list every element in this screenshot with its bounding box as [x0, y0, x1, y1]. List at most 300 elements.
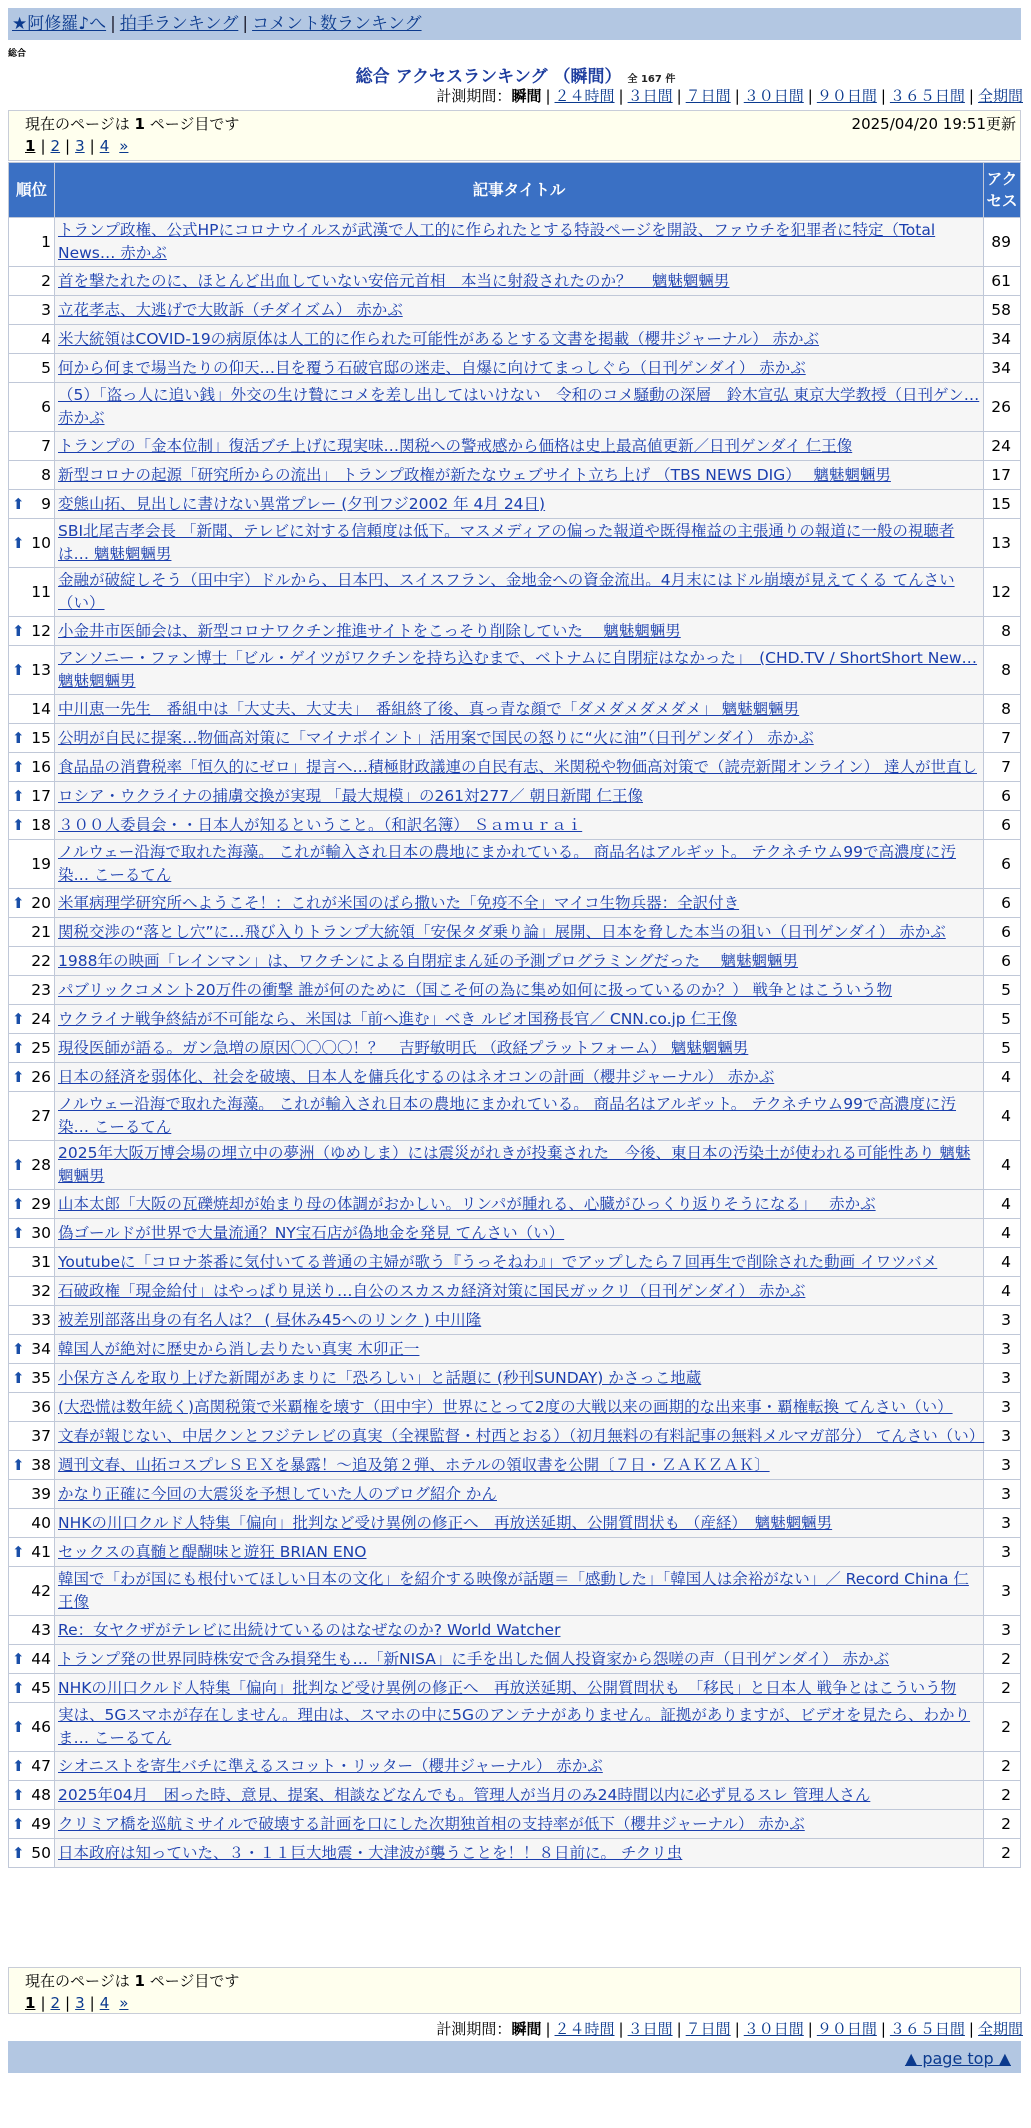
- access-count: 8: [984, 695, 1021, 724]
- rank-cell: [9, 918, 55, 947]
- access-count: 61: [984, 267, 1021, 296]
- period-3d-link[interactable]: ３日間: [627, 87, 673, 105]
- title-cell: [55, 490, 984, 519]
- period-all-link[interactable]: 全期間: [977, 87, 1023, 105]
- rank-cell: [9, 1480, 55, 1509]
- title-cell: [55, 976, 984, 1005]
- article-link[interactable]: 実は、5Gスマホが存在しません。理由は、スマホの中に5Gのアンテナがありません。証拠がありますが、ビデオを見たら、わかりま… こーるてん: [58, 1706, 971, 1747]
- page-current: 1: [25, 1994, 36, 2012]
- article-link[interactable]: 変態山拓、見出しに書けない異常プレー (夕刊フジ2002 年 4月 24日): [58, 494, 546, 513]
- table-row: [9, 218, 1021, 267]
- title-cell: [55, 889, 984, 918]
- rank-cell: [9, 383, 55, 432]
- rank-cell: [9, 1810, 55, 1839]
- page-info-top: [8, 110, 1021, 161]
- rank-cell: [9, 1364, 55, 1393]
- rank-cell: [9, 1092, 55, 1141]
- period-365d-link[interactable]: ３６５日間: [889, 87, 965, 105]
- title-cell: [55, 1674, 984, 1703]
- table-row: [9, 976, 1021, 1005]
- page-top-link[interactable]: ▲ page top ▲: [904, 2049, 1011, 2068]
- next-page-link[interactable]: »: [119, 137, 129, 155]
- access-count: 6: [984, 840, 1021, 889]
- article-link[interactable]: 何から何まで場当たりの仰天…目を覆う石破官邸の迷走、自爆に向けてまっしぐら（日刊ゲンダイ） 赤かぶ: [58, 358, 806, 377]
- access-count: 89: [984, 218, 1021, 267]
- rank-number: 6: [41, 398, 51, 416]
- nav-separator: |: [242, 14, 249, 34]
- rank-number: 11: [31, 583, 51, 601]
- access-count: 2: [984, 1839, 1021, 1868]
- period-24h-link[interactable]: ２４時間: [554, 87, 615, 105]
- rank-cell: [9, 753, 55, 782]
- rank-number: 2: [41, 272, 51, 290]
- access-count: 2: [984, 1645, 1021, 1674]
- article-link[interactable]: トランプ政権、公式HPにコロナウイルスが武漢で人工的に作られたとする特設ページを開設、ファウチを犯罪者に特定（Total News… 赤かぶ: [58, 221, 936, 262]
- period-30d-link[interactable]: ３０日間: [743, 2020, 804, 2038]
- table-row: [9, 1277, 1021, 1306]
- rank-cell: [9, 1277, 55, 1306]
- rank-number: 45: [31, 1679, 51, 1697]
- up-arrow-icon: ⬆: [12, 1195, 25, 1213]
- title-cell: [55, 354, 984, 383]
- up-arrow-icon: ⬆: [12, 1224, 25, 1242]
- table-row: [9, 1034, 1021, 1063]
- page-info-bottom: [8, 1967, 1021, 2014]
- total-count: 全 167 件: [627, 74, 676, 85]
- access-count: 5: [984, 1034, 1021, 1063]
- ranking-table: [8, 162, 1021, 1868]
- access-count: 26: [984, 383, 1021, 432]
- article-link[interactable]: Youtubeに「コロナ茶番に気付いてる普通の主婦が歌う『うっそねわ』」でアップしたら７回再生で削除された動画 イワツバメ: [58, 1252, 938, 1271]
- table-row: [9, 811, 1021, 840]
- article-link[interactable]: 被差別部落出身の有名人は？ ( 昼休み45へのリンク ) 中川隆: [58, 1310, 482, 1329]
- current-page-text: 現在のページは 1 ページ目です: [25, 115, 240, 133]
- table-row: [9, 1674, 1021, 1703]
- article-link[interactable]: ノルウェー沿海で取れた海藻。 これが輸入され日本の農地にまかれている。 商品名はアルギット。 テクネチウム99で高濃度に汚染… こーるてん: [58, 1095, 957, 1136]
- article-link[interactable]: （5）「盗っ人に追い銭」外交の生け贄にコメを差し出してはいけない 令和のコメ騒動の深層 鈴木宣弘 東京大学教授（日刊ゲン… 赤かぶ: [58, 386, 980, 427]
- up-arrow-icon: ⬆: [12, 495, 25, 513]
- article-link[interactable]: 韓国人が絶対に歴史から消し去りたい真実 木卯正一: [58, 1339, 420, 1358]
- article-link[interactable]: 2025年大阪万博会場の埋立中の夢洲（ゆめしま）には震災がれきが投棄された 今後、東日本の汚染土が使われる可能性あり 魑魅魍魎男: [58, 1144, 971, 1185]
- rank-cell: [9, 296, 55, 325]
- clap-ranking-link[interactable]: 拍手ランキング: [119, 14, 239, 34]
- table-row: [9, 646, 1021, 695]
- access-count: 15: [984, 490, 1021, 519]
- article-link[interactable]: NHKの川口クルド人特集「偏向」批判など受け異例の修正へ 再放送延期、公開質問状も 「移民」と日本人 戦争とはこういう物: [58, 1678, 957, 1697]
- rank-cell: [9, 1190, 55, 1219]
- rank-cell: [9, 1451, 55, 1480]
- article-link[interactable]: 中川恵一先生 番組中は「大丈夫、大丈夫」 番組終了後、真っ青な顔で「ダメダメダメダメ」 魑魅魍魎男: [58, 699, 800, 718]
- rank-cell: [9, 461, 55, 490]
- nav-separator: |: [110, 14, 116, 34]
- up-arrow-icon: ⬆: [12, 816, 25, 834]
- title-cell: [55, 1393, 984, 1422]
- table-row: [9, 1752, 1021, 1781]
- article-link[interactable]: ３００人委員会・・日本人が知るということ。（和訳名簿） Ｓａｍｕｒａｉ: [58, 815, 583, 834]
- access-count: 6: [984, 811, 1021, 840]
- rank-cell: [9, 1616, 55, 1645]
- rank-cell: [9, 490, 55, 519]
- up-arrow-icon: ⬆: [12, 1369, 25, 1387]
- table-row: [9, 753, 1021, 782]
- rank-number: 39: [31, 1485, 51, 1503]
- rank-cell: [9, 218, 55, 267]
- table-row: [9, 1616, 1021, 1645]
- period-label: 計測期間：: [436, 87, 512, 105]
- title-area: [0, 62, 1031, 87]
- article-link[interactable]: 新型コロナの起源「研究所からの流出」 トランプ政権が新たなウェブサイト立ち上げ （TBS NEWS DIG） 魑魅魍魎男: [58, 465, 891, 484]
- title-cell: [55, 1451, 984, 1480]
- article-link[interactable]: アンソニー・ファン博士「ビル・ゲイツがワクチンを持ち込むまで、ベトナムに自閉症はなかった」 (CHD.TV / ShortShort New… 魑魅魍魎男: [58, 649, 978, 690]
- table-row: [9, 724, 1021, 753]
- title-cell: [55, 1277, 984, 1306]
- table-row: [9, 889, 1021, 918]
- table-row: [9, 1839, 1021, 1868]
- page-link-4[interactable]: 4: [99, 137, 110, 155]
- rank-cell: [9, 325, 55, 354]
- article-link[interactable]: トランプの「金本位制」復活ブチ上げに現実味…関税への警戒感から価格は史上最高値更新／日刊ゲンダイ 仁王像: [58, 436, 853, 455]
- title-cell: [55, 218, 984, 267]
- article-link[interactable]: 立花孝志、大逃げで大敗訴（チダイズム） 赤かぶ: [58, 300, 403, 319]
- article-link[interactable]: 韓国で「わが国にも根付いてほしい日本の文化」を紹介する映像が話題＝「感動した」「韓国人は余裕がない」／ Record China 仁王像: [58, 1570, 969, 1611]
- up-arrow-icon: ⬆: [12, 534, 25, 552]
- rank-cell: [9, 1005, 55, 1034]
- article-link[interactable]: クリミア橋を巡航ミサイルで破壊する計画を口にした次期独首相の支持率が低下（櫻井ジャーナル） 赤かぶ: [58, 1814, 805, 1833]
- table-row: [9, 918, 1021, 947]
- article-link[interactable]: 金融が破綻しそう（田中宇）ドルから、日本円、スイスフラン、金地金への資金流出。4月末にはドル崩壊が見えてくる てんさい（い）: [58, 571, 955, 612]
- table-row: [9, 1393, 1021, 1422]
- page-link-2[interactable]: 2: [50, 137, 61, 155]
- rank-number: 17: [31, 787, 51, 805]
- rank-number: 41: [31, 1543, 51, 1561]
- period-30d-link[interactable]: ３０日間: [743, 87, 804, 105]
- access-count: 13: [984, 519, 1021, 568]
- article-link[interactable]: 首を撃たれたのに、ほとんど出血していない安倍元首相 本当に射殺されたのか？ 魑魅魍魎男: [58, 271, 730, 290]
- rank-number: 19: [31, 855, 51, 873]
- rank-number: 47: [31, 1757, 51, 1775]
- title-cell: [55, 1839, 984, 1868]
- access-count: 4: [984, 1190, 1021, 1219]
- access-count: 8: [984, 617, 1021, 646]
- article-link[interactable]: Re：女ヤクザがテレビに出続けているのはなぜなのか? World Watcher: [58, 1620, 561, 1639]
- table-row: [9, 490, 1021, 519]
- up-arrow-icon: ⬆: [12, 1543, 25, 1561]
- access-count: 6: [984, 889, 1021, 918]
- rank-number: 10: [31, 534, 51, 552]
- rank-cell: [9, 646, 55, 695]
- access-count: 3: [984, 1335, 1021, 1364]
- rank-number: 29: [31, 1195, 51, 1213]
- table-row: [9, 1306, 1021, 1335]
- rank-number: 32: [31, 1282, 51, 1300]
- comment-ranking-link[interactable]: コメント数ランキング: [252, 14, 422, 34]
- title-cell: [55, 1219, 984, 1248]
- title-cell: [55, 1141, 984, 1190]
- rank-number: 21: [31, 923, 51, 941]
- title-cell: [55, 840, 984, 889]
- rank-number: 35: [31, 1369, 51, 1387]
- rank-number: 22: [31, 952, 51, 970]
- access-count: 5: [984, 976, 1021, 1005]
- up-arrow-icon: ⬆: [12, 1815, 25, 1833]
- rank-cell: [9, 724, 55, 753]
- title-cell: [55, 1248, 984, 1277]
- article-link[interactable]: 2025年04月 困った時、意見、提案、相談などなんでも。管理人が当月のみ24時間以内に必ず見るスレ 管理人さん: [58, 1785, 871, 1804]
- up-arrow-icon: ⬆: [12, 1456, 25, 1474]
- rank-cell: [9, 811, 55, 840]
- title-cell: [55, 1190, 984, 1219]
- rank-number: 24: [31, 1010, 51, 1028]
- access-count: 3: [984, 1306, 1021, 1335]
- ranking-body: [9, 218, 1021, 1868]
- title-cell: [55, 296, 984, 325]
- title-cell: [55, 782, 984, 811]
- title-cell: [55, 267, 984, 296]
- rank-cell: [9, 617, 55, 646]
- title-cell: [55, 1616, 984, 1645]
- title-cell: [55, 1063, 984, 1092]
- title-cell: [55, 811, 984, 840]
- rank-cell: [9, 1422, 55, 1451]
- rank-cell: [9, 1703, 55, 1752]
- table-row: [9, 461, 1021, 490]
- article-link[interactable]: 米大統領はCOVID-19の病原体は人工的に作られた可能性があるとする文書を掲載（櫻井ジャーナル） 赤かぶ: [58, 329, 820, 348]
- article-link[interactable]: パブリックコメント20万件の衝撃 誰が何のために（国こそ何の為に集め如何に扱っているのか？） 戦争とはこういう物: [58, 980, 893, 999]
- access-count: 2: [984, 1810, 1021, 1839]
- access-count: 2: [984, 1752, 1021, 1781]
- title-cell: [55, 1752, 984, 1781]
- access-count: 3: [984, 1393, 1021, 1422]
- access-count: 4: [984, 1277, 1021, 1306]
- title-cell: [55, 325, 984, 354]
- rank-number: 5: [41, 359, 51, 377]
- period-label: 計測期間：: [436, 2020, 512, 2038]
- up-arrow-icon: ⬆: [12, 1156, 25, 1174]
- rank-cell: [9, 354, 55, 383]
- period-365d-link[interactable]: ３６５日間: [889, 2020, 965, 2038]
- title-cell: [55, 695, 984, 724]
- access-count: 8: [984, 646, 1021, 695]
- access-count: 6: [984, 918, 1021, 947]
- title-cell: [55, 1335, 984, 1364]
- up-arrow-icon: ⬆: [12, 1757, 25, 1775]
- article-link[interactable]: 米軍病理学研究所へようこそ！：これが米国のばら撒いた「免疫不全」マイコ生物兵器：全訳付き: [58, 893, 740, 912]
- period-24h-link[interactable]: ２４時間: [554, 2020, 615, 2038]
- up-arrow-icon: ⬆: [12, 1786, 25, 1804]
- title-cell: [55, 918, 984, 947]
- page-link-2[interactable]: 2: [50, 1994, 61, 2012]
- access-count: 3: [984, 1538, 1021, 1567]
- title-cell: [55, 1092, 984, 1141]
- rank-number: 33: [31, 1311, 51, 1329]
- table-row: [9, 695, 1021, 724]
- title-cell: [55, 1703, 984, 1752]
- access-count: 58: [984, 296, 1021, 325]
- access-count: 4: [984, 1092, 1021, 1141]
- table-row: [9, 383, 1021, 432]
- title-cell: [55, 1781, 984, 1810]
- rank-number: 15: [31, 729, 51, 747]
- period-3d-link[interactable]: ３日間: [627, 2020, 673, 2038]
- rank-number: 36: [31, 1398, 51, 1416]
- access-count: 6: [984, 782, 1021, 811]
- rank-number: 7: [41, 437, 51, 455]
- title-cell: [55, 617, 984, 646]
- table-row: [9, 568, 1021, 617]
- title-cell: [55, 753, 984, 782]
- table-row: [9, 1422, 1021, 1451]
- period-90d-link[interactable]: ９０日間: [816, 2020, 877, 2038]
- access-count: 7: [984, 753, 1021, 782]
- rank-cell: [9, 1248, 55, 1277]
- col-header-title: 記事タイトル: [55, 163, 984, 218]
- up-arrow-icon: ⬆: [12, 1068, 25, 1086]
- up-arrow-icon: ⬆: [12, 1718, 25, 1736]
- article-link[interactable]: 週刊文春、山拓コスプレＳＥＸを暴露！～追及第２弾、ホテルの領収書を公開〔７日・ＺＡＫＺＡＫ〕: [58, 1455, 770, 1474]
- rank-cell: [9, 976, 55, 1005]
- article-link[interactable]: 山本太郎「大阪の瓦礫焼却が始まり母の体調がおかしい。リンパが腫れる、心臓がひっくり返りそうになる」 赤かぶ: [58, 1194, 876, 1213]
- up-arrow-icon: ⬆: [12, 661, 25, 679]
- pagination-bottom: 1 | 2 | 3 | 4 »: [25, 1994, 129, 2012]
- access-count: 3: [984, 1480, 1021, 1509]
- title-cell: [55, 383, 984, 432]
- article-link[interactable]: 石破政権「現金給付」はやっぱり見送り…自公のスカスカ経済対策に国民ガックリ（日刊ゲンダイ） 赤かぶ: [58, 1281, 806, 1300]
- title-cell: [55, 1306, 984, 1335]
- article-link[interactable]: 現役医師が語る。ガン急増の原因〇〇〇〇！？ 吉野敏明氏 （政経プラットフォーム） 魑魅魍魎男: [58, 1038, 749, 1057]
- article-link[interactable]: ウクライナ戦争終結が不可能なら、米国は「前へ進む」べき ルビオ国務長官／ CNN.co.jp 仁王像: [58, 1009, 738, 1028]
- access-count: 3: [984, 1364, 1021, 1393]
- period-90d-link[interactable]: ９０日間: [816, 87, 877, 105]
- article-link[interactable]: シオニストを寄生バチに準えるスコット・リッター（櫻井ジャーナル） 赤かぶ: [58, 1756, 603, 1775]
- table-row: [9, 840, 1021, 889]
- up-arrow-icon: ⬆: [12, 1650, 25, 1668]
- article-link[interactable]: かなり正確に今回の大震災を予想していた人のブログ紹介 かん: [58, 1484, 497, 1503]
- table-row: [9, 1092, 1021, 1141]
- page-link-4[interactable]: 4: [99, 1994, 110, 2012]
- article-link[interactable]: 文春が報じない、中居クンとフジテレビの真実（全裸監督・村西とおる）（初月無料の有料記事の無料メルマガ部分） てんさい（い）: [58, 1426, 985, 1445]
- rank-number: 9: [41, 495, 51, 513]
- up-arrow-icon: ⬆: [12, 1010, 25, 1028]
- page-link-3[interactable]: 3: [75, 1994, 85, 2012]
- up-arrow-icon: ⬆: [12, 622, 25, 640]
- rank-number: 40: [31, 1514, 51, 1532]
- rank-number: 48: [31, 1786, 51, 1804]
- article-link[interactable]: 日本政府は知っていた、３・１１巨大地震・大津波が襲うことを！！８日前に。 チクリ虫: [58, 1843, 683, 1862]
- rank-cell: [9, 1781, 55, 1810]
- next-page-link[interactable]: »: [119, 1994, 129, 2012]
- period-7d-link[interactable]: ７日間: [685, 87, 731, 105]
- table-row: [9, 1248, 1021, 1277]
- rank-cell: [9, 1752, 55, 1781]
- rank-number: 25: [31, 1039, 51, 1057]
- article-link[interactable]: 日本の経済を弱体化、社会を破壊、日本人を傭兵化するのはネオコンの計画（櫻井ジャーナル） 赤かぶ: [58, 1067, 775, 1086]
- period-7d-link[interactable]: ７日間: [685, 2020, 731, 2038]
- article-link[interactable]: ロシア・ウクライナの捕虜交換が実現 「最大規模」の261対277／ 朝日新聞 仁王像: [58, 786, 643, 805]
- article-link[interactable]: 小金井市医師会は、新型コロナワクチン推進サイトをこっそり削除していた 魑魅魍魎男: [58, 621, 681, 640]
- table-row: [9, 1219, 1021, 1248]
- table-row: [9, 1190, 1021, 1219]
- article-link[interactable]: トランプ発の世界同時株安で含み損発生も…「新NISA」に手を出した個人投資家から怨嗟の声（日刊ゲンダイ） 赤かぶ: [58, 1649, 890, 1668]
- access-count: 34: [984, 354, 1021, 383]
- rank-cell: [9, 1063, 55, 1092]
- rank-number: 28: [31, 1156, 51, 1174]
- title-cell: [55, 646, 984, 695]
- rank-number: 1: [41, 233, 51, 251]
- period-selector-top: 計測期間：瞬間 | ２４時間 | ３日間 | ７日間 | ３０日間 | ９０日間 | ３６５日間 | 全期間: [436, 87, 1023, 105]
- rank-number: 49: [31, 1815, 51, 1833]
- page-title: 総合 アクセスランキング （瞬間）: [355, 67, 622, 87]
- table-row: [9, 1645, 1021, 1674]
- rank-cell: [9, 1509, 55, 1538]
- category-label: 総合: [8, 49, 27, 59]
- period-selector-bottom: 計測期間：瞬間 | ２４時間 | ３日間 | ７日間 | ３０日間 | ９０日間 | ３６５日間 | 全期間: [436, 2020, 1023, 2038]
- article-link[interactable]: ノルウェー沿海で取れた海藻。 これが輸入され日本の農地にまかれている。 商品名はアルギット。 テクネチウム99で高濃度に汚染… こーるてん: [58, 843, 957, 884]
- rank-cell: [9, 267, 55, 296]
- current-page-text: 現在のページは 1 ページ目です: [25, 1972, 240, 1990]
- page-link-3[interactable]: 3: [75, 137, 85, 155]
- rank-cell: [9, 1306, 55, 1335]
- table-row: [9, 1335, 1021, 1364]
- rank-number: 31: [31, 1253, 51, 1271]
- up-arrow-icon: ⬆: [12, 1844, 25, 1862]
- table-row: [9, 267, 1021, 296]
- article-link[interactable]: 食品品の消費税率「恒久的にゼロ」提言へ…積極財政議連の自民有志、米関税や物価高対策で（読売新聞オンライン） 達人が世直し: [58, 757, 977, 776]
- rank-number: 18: [31, 816, 51, 834]
- rank-cell: [9, 568, 55, 617]
- article-link[interactable]: 1988年の映画「レインマン」は、ワクチンによる自閉症まん延の予測プログラミングだった 魑魅魍魎男: [58, 951, 799, 970]
- up-arrow-icon: ⬆: [12, 1039, 25, 1057]
- rank-number: 42: [31, 1582, 51, 1600]
- rank-cell: [9, 1674, 55, 1703]
- article-link[interactable]: 偽ゴールドが世界で大量流通？NY宝石店が偽地金を発見 てんさい（い）: [58, 1223, 565, 1242]
- rank-number: 46: [31, 1718, 51, 1736]
- rank-cell: [9, 519, 55, 568]
- table-row: [9, 1567, 1021, 1616]
- article-link[interactable]: SBI北尾吉孝会長 「新聞、テレビに対する信頼度は低下。マスメディアの偏った報道や既得権益の主張通りの報道に一般の視聴者は… 魑魅魍魎男: [58, 522, 955, 563]
- table-row: [9, 1451, 1021, 1480]
- bottom-bar: [8, 2041, 1021, 2073]
- title-cell: [55, 724, 984, 753]
- title-cell: [55, 432, 984, 461]
- article-link[interactable]: 関税交渉の“落とし穴”に…飛び入りトランプ大統領「安保タダ乗り論」展開、日本を脅した本当の狙い（日刊ゲンダイ） 赤かぶ: [58, 922, 946, 941]
- title-cell: [55, 568, 984, 617]
- article-link[interactable]: 小保方さんを取り上げた新聞があまりに「恐ろしい」と話題に (秒刊SUNDAY) かさっこ地蔵: [58, 1368, 702, 1387]
- access-count: 4: [984, 1063, 1021, 1092]
- rank-number: 50: [31, 1844, 51, 1862]
- up-arrow-icon: ⬆: [12, 1340, 25, 1358]
- period-all-link[interactable]: 全期間: [977, 2020, 1023, 2038]
- page-current: 1: [25, 137, 36, 155]
- article-link[interactable]: 公明が自民に提案…物価高対策に「マイナポイント」活用案で国民の怒りに“火に油”（日刊ゲンダイ） 赤かぶ: [58, 728, 814, 747]
- rank-cell: [9, 840, 55, 889]
- rank-number: 4: [41, 330, 51, 348]
- title-cell: [55, 947, 984, 976]
- table-row: [9, 1810, 1021, 1839]
- article-link[interactable]: セックスの真髄と醍醐味と遊狂 BRIAN ENO: [58, 1542, 367, 1561]
- article-link[interactable]: NHKの川口クルド人特集「偏向」批判など受け異例の修正へ 再放送延期、公開質問状も （産経） 魑魅魍魎男: [58, 1513, 833, 1532]
- home-link[interactable]: ★阿修羅♪へ: [12, 14, 107, 34]
- access-count: 17: [984, 461, 1021, 490]
- rank-number: 12: [31, 622, 51, 640]
- article-link[interactable]: (大恐慌は数年続く)高関税策で米覇権を壊す（田中宇）世界にとって2度の大戦以来の画期的な出来事・覇権転換 てんさい（い）: [58, 1397, 953, 1416]
- rank-number: 20: [31, 894, 51, 912]
- table-row: [9, 1703, 1021, 1752]
- rank-cell: [9, 695, 55, 724]
- table-row: [9, 296, 1021, 325]
- access-count: 3: [984, 1422, 1021, 1451]
- title-cell: [55, 1645, 984, 1674]
- access-count: 3: [984, 1616, 1021, 1645]
